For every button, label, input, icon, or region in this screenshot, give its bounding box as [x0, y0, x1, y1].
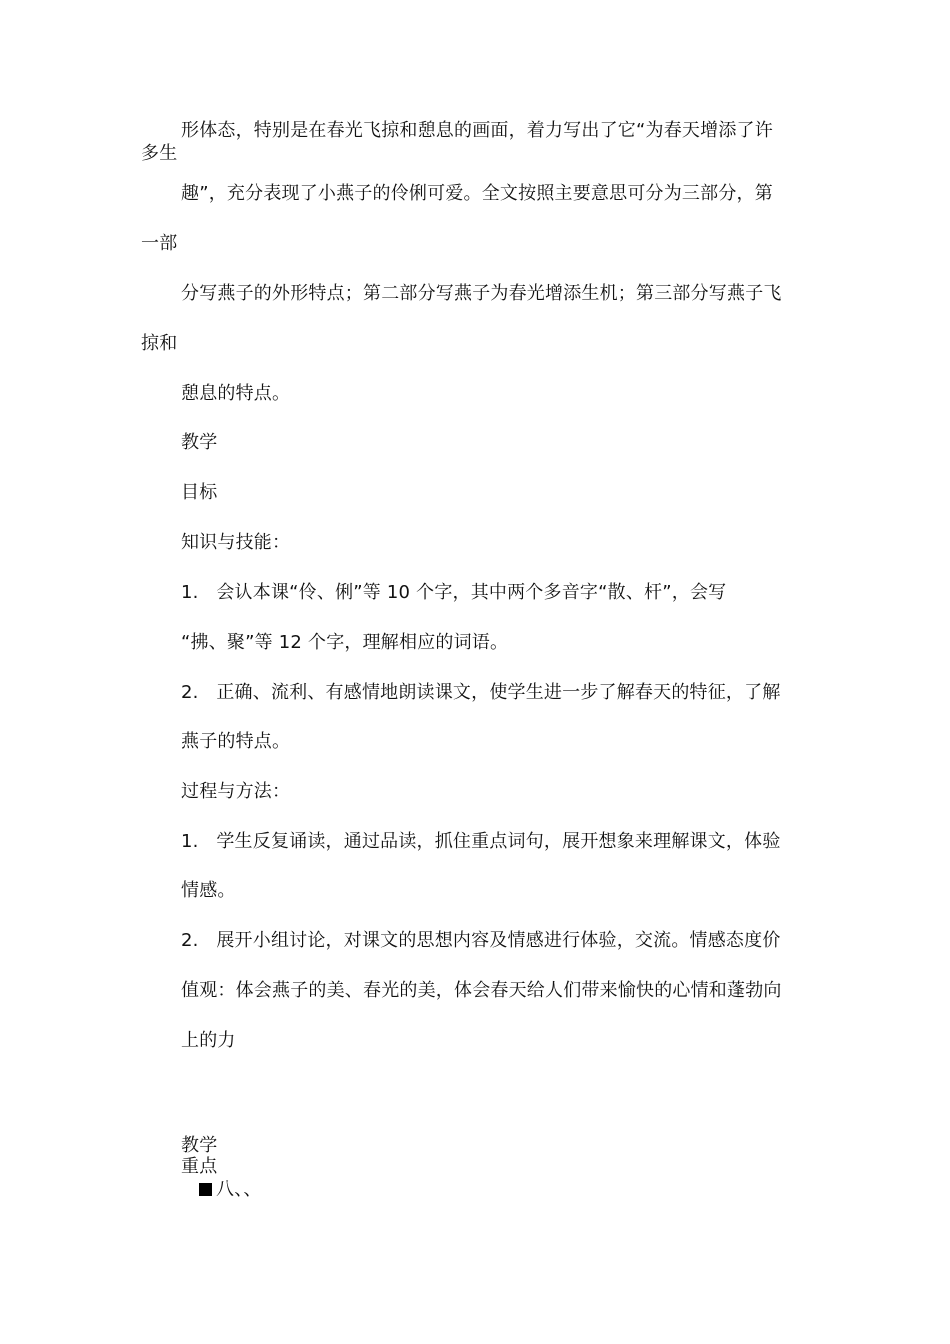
section-heading: 目标: [181, 482, 218, 503]
list-marker-text: 八、、: [216, 1179, 262, 1200]
section-heading: 教学: [181, 1135, 218, 1156]
black-square-icon: [199, 1183, 212, 1196]
list-item: 2. 正确、流利、有感情地朗读课文，使学生进一步了解春天的特征，了解: [181, 682, 781, 703]
paragraph-line: 憩息的特点。: [181, 383, 291, 404]
list-marker-line: [199, 1179, 262, 1200]
list-item: 1. 学生反复诵读，通过品读，抓住重点词句，展开想象来理解课文，体验: [181, 831, 781, 852]
list-item-continuation: 上的力: [181, 1030, 236, 1051]
paragraph-line: 一部: [141, 233, 178, 254]
list-item: 1. 会认本课“伶、俐”等 10 个字，其中两个多音字“散、杆”，会写: [181, 582, 727, 603]
list-item-continuation: 燕子的特点。: [181, 731, 291, 752]
subsection-heading: 过程与方法：: [181, 781, 291, 802]
paragraph-line: 多生: [141, 143, 178, 164]
section-heading: 教学: [181, 432, 218, 453]
subsection-heading: 知识与技能：: [181, 532, 291, 553]
paragraph-line: 掠和: [141, 333, 178, 354]
section-heading: 重点: [181, 1156, 218, 1177]
paragraph-line: 形体态，特别是在春光飞掠和憩息的画面，着力写出了它“为春天增添了许: [181, 120, 773, 141]
paragraph-line: 分写燕子的外形特点；第二部分写燕子为春光增添生机；第三部分写燕子飞: [181, 283, 782, 304]
list-item-continuation: “拂、聚”等 12 个字，理解相应的词语。: [181, 632, 509, 653]
list-item-continuation: 情感。: [181, 880, 236, 901]
list-item: 2. 展开小组讨论，对课文的思想内容及情感进行体验，交流。情感态度价: [181, 930, 781, 951]
paragraph-line: 趣”，充分表现了小燕子的伶俐可爱。全文按照主要意思可分为三部分，第: [181, 183, 773, 204]
list-item-continuation: 值观：体会燕子的美、春光的美，体会春天给人们带来愉快的心情和蓬勃向: [181, 980, 782, 1001]
